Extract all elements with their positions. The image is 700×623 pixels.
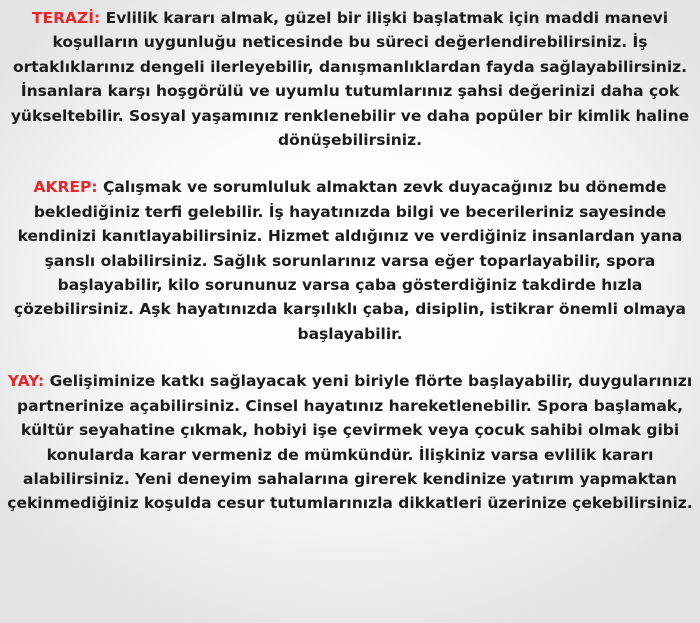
section-yay (6, 369, 694, 515)
section-akrep (6, 175, 694, 346)
section-text-yay: Gelişiminize katkı sağlayacak yeni biriyle flörte başlayabilir, duygularınızı partnerinize açabilirsiniz. Cinsel hayatınız hareketlenebilir. Spora başlamak, kültür seyahatine çıkmak, hobiyi işe çevirmek veya çocuk sahibi olmak gibi konularda karar vermeniz de mümkündür. İlişkiniz varsa evlilik kararı alabilirsiniz. Yeni deneyim sahalarına girerek kendinize yatırım yapmaktan çekinmediğiniz koşulda cesur tutumlarınızla dikkatleri üzerinize çekebilirsiniz. (7, 372, 693, 513)
sign-label-terazi: TERAZİ: (31, 9, 101, 27)
sign-label-akrep: AKREP: (33, 178, 98, 197)
section-text-terazi: Evlilik kararı almak, güzel bir ilişki başlatmak için maddi manevi koşulların uygunluğu neticesinde bu süreci değerlendirebilirsiniz. İş ortaklıklarınız dengeli ilerleyebilir, danışmanlıklardan fayda sağlayabilirsiniz. İnsanlara karşı hoşgörülü ve uyumlu tutumlarınız şahsi değerinizi daha çok yükseltebilir. Sosyal yaşamınız renklenebilir ve daha popüler bir kimlik haline dönüşebilirsiniz. (10, 9, 690, 150)
section-terazi (6, 6, 694, 152)
sign-label-yay: YAY: (7, 372, 45, 391)
section-text-akrep: Çalışmak ve sorumluluk almaktan zevk duyacağınız bu dönemde beklediğiniz terfi gelebilir. İş hayatınızda bilgi ve becerileriniz sayesinde kendinizi kanıtlayabilirsiniz. Hizmet aldığınız ve verdiğiniz insanlardan yana şanslı olabilirsiniz. Sağlık sorunlarınız varsa eğer toparlayabilir, spora başlayabilir, kilo sorununuz varsa çaba gösterdiğiniz takdirde hızla çözebilirsiniz. Aşk hayatınızda karşılıklı çaba, disiplin, istikrar önemli olmaya başlayabilir. (14, 178, 686, 343)
